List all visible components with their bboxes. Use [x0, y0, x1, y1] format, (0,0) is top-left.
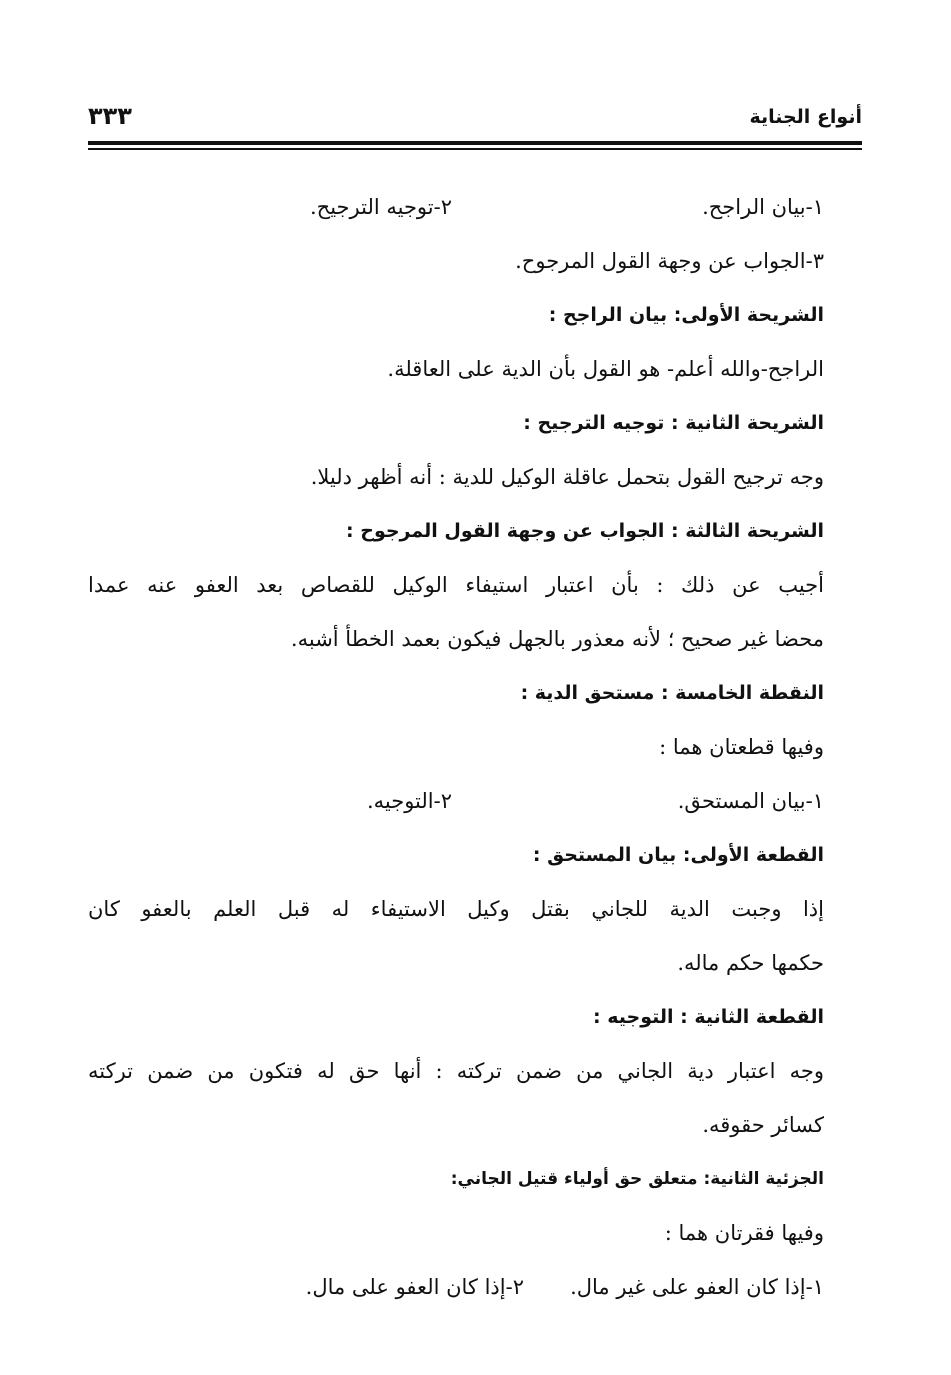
section-heading: الشريحة الثانية : توجيه الترجيح : — [523, 412, 824, 434]
section-heading: القطعة الأولى: بيان المستحق : — [532, 844, 824, 866]
paragraph-line: الراجح-والله أعلم- هو القول بأن الدية على العاقلة. — [387, 357, 824, 381]
page-body — [88, 180, 824, 1314]
header-rule-thick — [88, 141, 862, 145]
list-item: ١-بيان الراجح. — [702, 195, 824, 219]
header-rule-thin — [88, 148, 862, 150]
paragraph-line: وفيها قطعتان هما : — [659, 735, 824, 759]
paragraph-line: وفيها فقرتان هما : — [664, 1221, 824, 1245]
list-item: ٣-الجواب عن وجهة القول المرجوح. — [515, 249, 824, 273]
list-line — [88, 1260, 824, 1314]
list-item: ٢-إذا كان العفو على مال. — [305, 1275, 524, 1299]
page-header — [88, 98, 862, 138]
paragraph-line: إذا وجبت الدية للجاني بقتل وكيل الاستيفاء له قبل العلم بالعفو كان — [88, 897, 824, 921]
section-heading: النقطة الخامسة : مستحق الدية : — [520, 682, 824, 704]
list-line — [88, 774, 824, 828]
chapter-title: أنواع الجناية — [749, 106, 862, 128]
paragraph-line: وجه ترجيح القول بتحمل عاقلة الوكيل للدية : أنه أظهر دليلا. — [310, 465, 824, 489]
section-heading: الشريحة الثالثة : الجواب عن وجهة القول المرجوح : — [346, 520, 824, 542]
list-item: ٢-التوجيه. — [366, 789, 452, 813]
paragraph-line: محضا غير صحيح ؛ لأنه معذور بالجهل فيكون بعمد الخطأ أشبه. — [290, 627, 824, 651]
section-heading: الشريحة الأولى: بيان الراجح : — [548, 304, 824, 326]
paragraph-line: كسائر حقوقه. — [702, 1113, 824, 1137]
list-item: ١-بيان المستحق. — [677, 789, 824, 813]
section-heading: القطعة الثانية : التوجيه : — [593, 1006, 824, 1028]
paragraph-line: وجه اعتبار دية الجاني من ضمن تركته : أنها حق له فتكون من ضمن تركته — [88, 1059, 824, 1083]
list-line — [88, 180, 824, 234]
paragraph-line: حكمها حكم ماله. — [677, 951, 824, 975]
page-number: ٣٣٣ — [88, 102, 132, 130]
paragraph-line: أجيب عن ذلك : بأن اعتبار استيفاء الوكيل للقصاص بعد العفو عنه عمدا — [88, 573, 824, 597]
list-item: ١-إذا كان العفو على غير مال. — [570, 1275, 824, 1299]
list-item: ٢-توجيه الترجيح. — [309, 195, 452, 219]
section-heading: الجزئية الثانية: متعلق حق أولياء قتيل الجاني: — [450, 1169, 824, 1189]
